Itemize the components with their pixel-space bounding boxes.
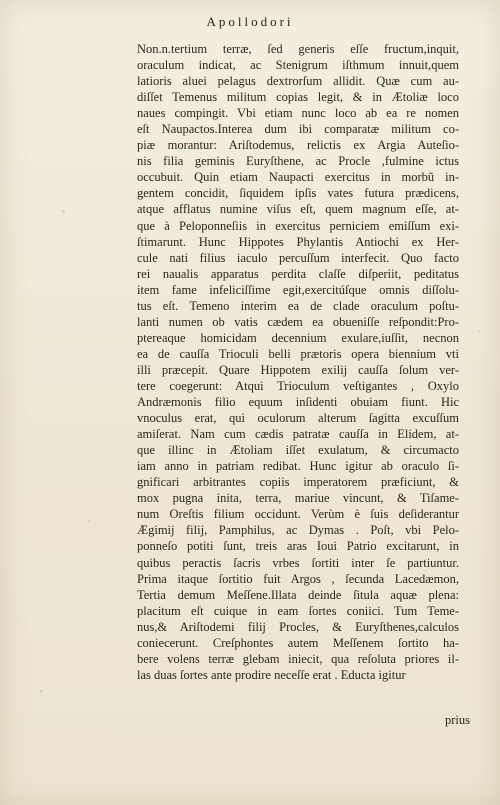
paper-speck [88,520,90,522]
text-line: coniecerunt. Creſphontes autem Meſſenem ſortito ha- [137,635,459,650]
text-line: num Oreſtis filium occidunt. Verùm è ſuis deſiderantur [137,507,459,522]
text-line: que illinc in Ætoliam iſſet exulatum, & circumacto [137,443,459,458]
text-line: las duas ſortes ante prodire neceſſe erat . Educta igitur [137,667,406,682]
text-line: Tertia demum Meſſene.Illata deinde ſitula aquæ plena: [137,587,459,602]
text-line: item fame infeliciſſime egit,exercitúſque omnis diſſolu- [137,282,459,297]
text-line: eſt Naupactos.Interea dum ibi comparatæ militum co- [137,122,459,137]
text-line: gentem concidit, ſiquidem ipſis vates futura prædicens, [137,186,459,201]
running-head: Apollodori [206,14,294,29]
text-line: piæ morantur: Ariſtodemus, relictis ex Argia Autеſio- [137,138,459,153]
body-text [137,41,459,683]
text-line: illi præcepit. Quare Hippotem exilij cauſſa ſolum ver- [137,362,459,377]
text-line: Ægimij filij, Pamphilus, ac Dymas . Poſt, vbi Pelo- [137,523,459,538]
text-line: que à Peloponneſiis in exercitus perniciem emiſſum exi- [137,218,459,233]
text-line: ſtimarunt. Hunc Hippotes Phylantis Antiochi ex Her- [137,234,459,249]
text-line: ea de cauſſa Trioculi belli prætoris opera biennium vti [137,346,459,361]
text-line: gnificari arbitrantes copiis imperatorem præficiunt, & [137,475,459,490]
text-line: occubuit. Quin etiam Naupacti exercitus in morbũ in- [137,170,459,185]
paper-speck [62,210,65,213]
text-line: naues compingit. Vbi etiam nunc loco ab ea re nomen [137,106,459,121]
text-line: rei naualis apparatus perdita claſſe diſperiit, peditatus [137,266,459,281]
text-line: bere volens terræ glebam iniecit, qua reſoluta priores il- [137,651,459,666]
text-line: vnoculus erat, qui oculorum alterum ſagitta excuſſum [137,411,459,426]
text-line: ponneſo potiti ſunt, treis aras Ioui Patrio excitarunt, in [137,539,459,554]
text-line: Non.n.tertium terræ, ſed generis eſſe fructum,inquit, [137,42,459,56]
text-line: nus,& Ariſtodemi filij Procles, & Euryſthenes,calculos [137,619,459,634]
text-line: ptereaque homicidam decennium exulare,iuſſit, necnon [137,330,459,345]
text-line: latioris aluei pelagus dextrorſum allidit. Quæ cum au- [137,74,459,89]
text-line: atque afflatus numine viſus eſt, quem magnum eſſe, at- [137,202,459,217]
paper-speck [40,690,42,693]
text-line: Prima itaque ſortitio fuit Argos , ſecunda Lacedæmon, [137,571,459,586]
catchword: prius [445,713,470,727]
text-line: nis filia geminis Euryſthene, ac Procle ,fulmine ictus [137,154,459,169]
text-line: amiſerat. Nam cum cædis patratæ cauſſa in Elidem, at- [137,427,459,442]
paper-speck [478,330,480,332]
text-line: cule nati filius iaculo percuſſum interfecit. Quo facto [137,250,459,265]
text-line: iam anno in patriam redibat. Hunc igitur ab oraculo ſi- [137,459,459,474]
text-line: tus eſt. Temeno interim ea de clade oraculum poſtu- [137,298,459,313]
text-line: lanti numen ob vatis cædem ea obueniſſe reſpondit:Pro- [137,314,459,329]
text-line: placitum eſt cuique in eam ſortes coniici. Tum Teme- [137,603,459,618]
text-line: tere coegerunt: Atqui Trioculum veſtigantes , Oxylo [137,378,459,393]
text-line: oraculum indicat, ac Stenigrum iſthmum innuit,quem [137,58,459,73]
text-line: diſſet Temenus militum copias legit, & in Ætoliæ loco [137,90,459,105]
text-line: quibus peractis ſacris vrbes ſortiti inter ſe partiuntur. [137,555,459,570]
text-line: Andræmonis filio equum inſidenti obuiam fiunt. Hic [137,395,459,410]
text-line: mox pugna inita, terra, mariue vincunt, & Tiſame- [137,491,459,506]
